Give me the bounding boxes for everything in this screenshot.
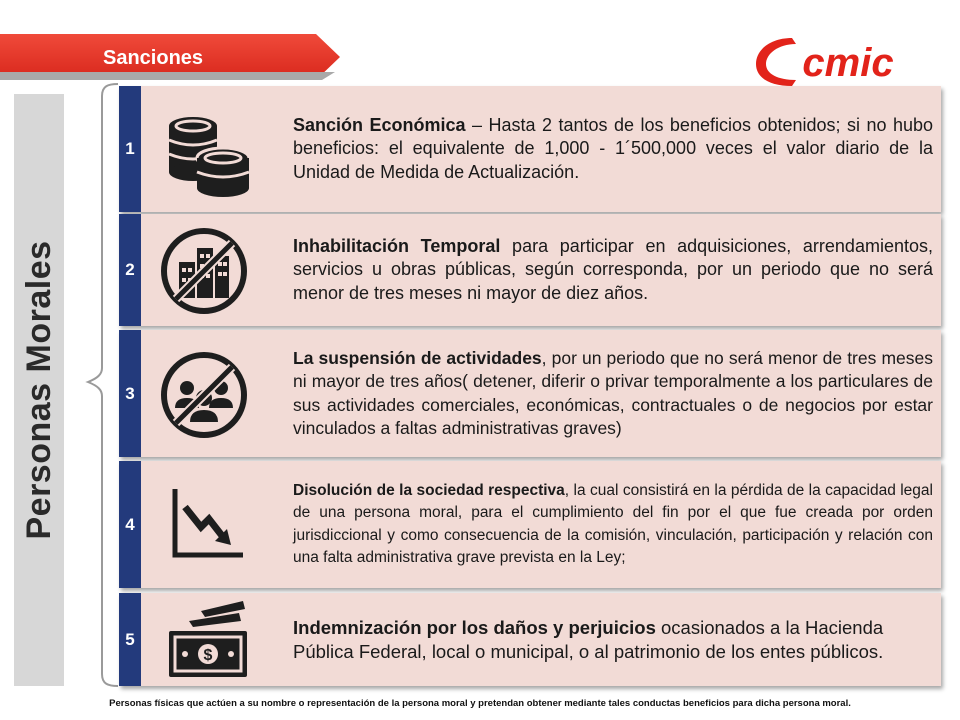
- logo-text: cmic: [802, 41, 894, 85]
- item-panel: [141, 86, 941, 212]
- item-number: 2: [119, 214, 141, 326]
- trend-down-icon: [161, 481, 251, 571]
- sanction-item-2: [119, 214, 941, 326]
- item-number: 4: [119, 461, 141, 588]
- item-number: 1: [119, 86, 141, 212]
- no-group-icon: [159, 350, 249, 440]
- coins-icon: [163, 108, 253, 198]
- header-banner-shadow: [0, 72, 335, 80]
- page-title: Sanciones: [103, 47, 204, 69]
- side-label: Personas Morales: [20, 240, 58, 540]
- item-description: Inhabilitación Temporal para participar en adquisiciones, arrendamientos, servicios u obras públicas, según corresponda, por un periodo que no será menor de tres meses ni mayor de diez años.: [293, 235, 933, 303]
- item-number: 3: [119, 330, 141, 457]
- item-description: Sanción Económica – Hasta 2 tantos de los beneficios obtenidos; si no hubo beneficios: el equivalente de 1,000 - 1´500,000 veces el valor diario de la Unidad de Medida de Actualización.: [293, 114, 933, 182]
- cmic-logo: [752, 34, 912, 90]
- no-buildings-icon: [159, 226, 249, 316]
- sanction-item-5: [119, 593, 941, 686]
- item-description: Indemnización por los daños y perjuicios ocasionados a la Hacienda Pública Federal, local o municipal, o al patrimonio de los entes públicos.: [293, 616, 884, 662]
- item-panel: [141, 214, 941, 326]
- bracket-decoration: [84, 82, 124, 688]
- svg-text:$: $: [203, 647, 213, 664]
- money-icon: [161, 597, 257, 687]
- item-panel: [141, 593, 941, 686]
- item-description: Disolución de la sociedad respectiva, la cual consistirá en la pérdida de la capacidad legal de una persona moral, para el cumplimiento del fin por el que fue creada por orden jurisdiccional y como consecuencia de la comisión, vinculación, participación y relación con una falta administrativa grave prevista en la Ley;: [293, 481, 933, 566]
- sanction-item-3: [119, 330, 941, 457]
- item-panel: [141, 330, 941, 457]
- item-number: 5: [119, 593, 141, 686]
- logo-swoosh: [756, 38, 796, 86]
- sanction-item-1: [119, 86, 941, 212]
- item-panel: [141, 461, 941, 588]
- item-description: La suspensión de actividades, por un periodo que no será menor de tres meses ni mayor de tres años( detener, diferir o privar temporalmente a los particulares de sus actividades comerciales, económicas, contractuales o de negocios por estar vinculados a faltas administrativas graves): [293, 347, 933, 438]
- sanction-item-4: [119, 461, 941, 588]
- footer-note: Personas físicas que actúen a su nombre o representación de la persona moral y pretendan obtener mediante tales conductas beneficios para dicha persona moral.: [109, 698, 851, 709]
